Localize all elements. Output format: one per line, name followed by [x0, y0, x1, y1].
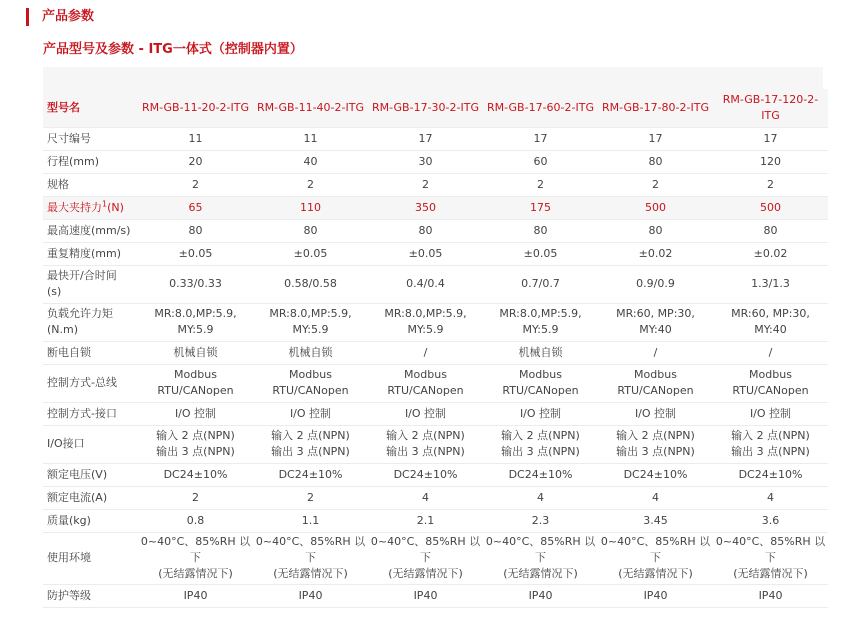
spec-cell: 500: [598, 196, 713, 219]
row-label-text: 行程(mm): [47, 154, 100, 168]
table-row: [43, 584, 828, 607]
spec-cell: I/O 控制: [483, 402, 598, 425]
row-label: [43, 219, 138, 242]
spec-cell: 80: [368, 219, 483, 242]
spec-cell: IP40: [713, 584, 828, 607]
model-name: RM-GB-17-60-2-ITG: [483, 89, 598, 127]
row-label: [43, 303, 138, 341]
spec-cell: 80: [138, 219, 253, 242]
spec-cell: ±0.05: [483, 242, 598, 265]
row-label-text: 最快开/合时间 (s): [47, 269, 117, 298]
row-label: [43, 425, 138, 463]
spec-cell: 17: [368, 127, 483, 150]
spec-cell: 80: [598, 150, 713, 173]
table-row: [43, 242, 828, 265]
spec-cell: 80: [483, 219, 598, 242]
row-label: [43, 196, 138, 219]
spec-cell: MR:60, MP:30, MY:40: [598, 303, 713, 341]
table-row: [43, 196, 828, 219]
table-top-band: [43, 67, 823, 89]
spec-cell: 2: [138, 486, 253, 509]
row-label-text: 最大夹持力: [47, 200, 102, 214]
row-label-text: 控制方式-总线: [47, 376, 117, 389]
row-label: [43, 486, 138, 509]
spec-cell: 80: [713, 219, 828, 242]
spec-cell: 输入 2 点(NPN) 输出 3 点(NPN): [368, 425, 483, 463]
spec-table-container: [43, 67, 826, 608]
spec-cell: MR:8.0,MP:5.9, MY:5.9: [253, 303, 368, 341]
spec-cell: 0~40°C、85%RH 以 下 (无结露情况下): [368, 532, 483, 584]
spec-cell: ±0.05: [368, 242, 483, 265]
spec-cell: 1.1: [253, 509, 368, 532]
row-label-unit: (N): [107, 200, 124, 214]
row-label-text: I/O接口: [47, 437, 85, 450]
spec-cell: 80: [253, 219, 368, 242]
row-label-text: 额定电流(A): [47, 490, 108, 504]
spec-cell: 3.6: [713, 509, 828, 532]
spec-cell: IP40: [368, 584, 483, 607]
spec-cell: MR:8.0,MP:5.9, MY:5.9: [483, 303, 598, 341]
spec-cell: IP40: [598, 584, 713, 607]
spec-cell: 机械自锁: [138, 341, 253, 364]
spec-cell: 输入 2 点(NPN) 输出 3 点(NPN): [253, 425, 368, 463]
spec-cell: 11: [253, 127, 368, 150]
row-label-text: 最高速度(mm/s): [47, 223, 131, 237]
table-row: [43, 402, 828, 425]
spec-cell: 17: [598, 127, 713, 150]
spec-cell: Modbus RTU/CANopen: [368, 364, 483, 402]
spec-cell: DC24±10%: [138, 463, 253, 486]
spec-cell: 0~40°C、85%RH 以 下 (无结露情况下): [253, 532, 368, 584]
spec-table-body: [43, 127, 828, 607]
spec-cell: 0.58/0.58: [253, 265, 368, 303]
spec-cell: 80: [598, 219, 713, 242]
spec-cell: 2: [598, 173, 713, 196]
spec-cell: IP40: [253, 584, 368, 607]
spec-cell: MR:8.0,MP:5.9, MY:5.9: [368, 303, 483, 341]
spec-cell: 4: [713, 486, 828, 509]
spec-cell: 0.8: [138, 509, 253, 532]
row-label: [43, 341, 138, 364]
model-header-row: [43, 89, 828, 127]
spec-cell: 40: [253, 150, 368, 173]
spec-cell: 2.1: [368, 509, 483, 532]
table-row: [43, 463, 828, 486]
spec-cell: /: [598, 341, 713, 364]
row-label: [43, 150, 138, 173]
spec-table: [43, 89, 828, 608]
spec-cell: 4: [368, 486, 483, 509]
row-label-text: 断电自锁: [47, 345, 91, 359]
spec-cell: DC24±10%: [253, 463, 368, 486]
spec-cell: 2.3: [483, 509, 598, 532]
row-label-text: 负载允许力矩 (N.m): [47, 307, 113, 336]
spec-cell: MR:8.0,MP:5.9, MY:5.9: [138, 303, 253, 341]
spec-cell: 110: [253, 196, 368, 219]
spec-cell: 2: [253, 486, 368, 509]
spec-cell: 0~40°C、85%RH 以 下 (无结露情况下): [713, 532, 828, 584]
table-row: [43, 219, 828, 242]
spec-cell: Modbus RTU/CANopen: [138, 364, 253, 402]
spec-cell: IP40: [138, 584, 253, 607]
spec-cell: DC24±10%: [483, 463, 598, 486]
spec-cell: 0~40°C、85%RH 以 下 (无结露情况下): [138, 532, 253, 584]
spec-cell: 65: [138, 196, 253, 219]
spec-cell: Modbus RTU/CANopen: [483, 364, 598, 402]
row-label-text: 控制方式-接口: [47, 406, 117, 420]
row-label: [43, 242, 138, 265]
spec-cell: /: [713, 341, 828, 364]
table-row: [43, 425, 828, 463]
model-name: RM-GB-11-20-2-ITG: [138, 89, 253, 127]
spec-cell: I/O 控制: [713, 402, 828, 425]
header-label: 型号名: [43, 89, 138, 127]
spec-cell: ±0.05: [253, 242, 368, 265]
spec-cell: 120: [713, 150, 828, 173]
row-label: [43, 402, 138, 425]
spec-cell: I/O 控制: [598, 402, 713, 425]
spec-cell: 11: [138, 127, 253, 150]
spec-cell: 输入 2 点(NPN) 输出 3 点(NPN): [138, 425, 253, 463]
table-row: [43, 303, 828, 341]
spec-cell: 1.3/1.3: [713, 265, 828, 303]
spec-cell: 350: [368, 196, 483, 219]
model-name: RM-GB-17-120-2-ITG: [713, 89, 828, 127]
spec-cell: ±0.05: [138, 242, 253, 265]
spec-cell: 机械自锁: [253, 341, 368, 364]
spec-cell: 0.7/0.7: [483, 265, 598, 303]
row-label: [43, 532, 138, 584]
spec-cell: IP40: [483, 584, 598, 607]
spec-cell: 输入 2 点(NPN) 输出 3 点(NPN): [483, 425, 598, 463]
table-row: [43, 509, 828, 532]
spec-cell: 输入 2 点(NPN) 输出 3 点(NPN): [713, 425, 828, 463]
spec-cell: 30: [368, 150, 483, 173]
spec-cell: 60: [483, 150, 598, 173]
table-row: [43, 341, 828, 364]
spec-cell: 0.9/0.9: [598, 265, 713, 303]
row-label-text: 额定电压(V): [47, 467, 108, 481]
row-label-text: 防护等级: [47, 588, 91, 602]
table-row: [43, 150, 828, 173]
spec-cell: DC24±10%: [598, 463, 713, 486]
spec-cell: I/O 控制: [368, 402, 483, 425]
table-row: [43, 364, 828, 402]
spec-cell: ±0.02: [598, 242, 713, 265]
spec-cell: 3.45: [598, 509, 713, 532]
spec-cell: DC24±10%: [713, 463, 828, 486]
table-row: [43, 265, 828, 303]
spec-cell: 2: [483, 173, 598, 196]
spec-cell: 0.33/0.33: [138, 265, 253, 303]
row-label: [43, 265, 138, 303]
spec-cell: Modbus RTU/CANopen: [598, 364, 713, 402]
model-name: RM-GB-11-40-2-ITG: [253, 89, 368, 127]
spec-cell: 4: [598, 486, 713, 509]
row-label: [43, 173, 138, 196]
spec-cell: 2: [253, 173, 368, 196]
row-label: [43, 463, 138, 486]
spec-cell: I/O 控制: [138, 402, 253, 425]
spec-cell: /: [368, 341, 483, 364]
product-table-subtitle: 产品型号及参数 - ITG一体式（控制器内置）: [43, 42, 303, 57]
table-row: [43, 486, 828, 509]
spec-cell: 20: [138, 150, 253, 173]
table-row: [43, 127, 828, 150]
spec-cell: 机械自锁: [483, 341, 598, 364]
spec-cell: 0.4/0.4: [368, 265, 483, 303]
row-label: [43, 509, 138, 532]
spec-cell: 0~40°C、85%RH 以 下 (无结露情况下): [598, 532, 713, 584]
spec-cell: 500: [713, 196, 828, 219]
spec-cell: 2: [138, 173, 253, 196]
model-name: RM-GB-17-80-2-ITG: [598, 89, 713, 127]
row-label-text: 规格: [47, 177, 69, 191]
section-title: 产品参数: [26, 8, 94, 26]
spec-cell: MR:60, MP:30, MY:40: [713, 303, 828, 341]
spec-cell: Modbus RTU/CANopen: [253, 364, 368, 402]
row-label-text: 质量(kg): [47, 513, 91, 527]
spec-cell: 2: [713, 173, 828, 196]
spec-cell: 175: [483, 196, 598, 219]
spec-cell: Modbus RTU/CANopen: [713, 364, 828, 402]
spec-cell: ±0.02: [713, 242, 828, 265]
spec-cell: 2: [368, 173, 483, 196]
spec-cell: 输入 2 点(NPN) 输出 3 点(NPN): [598, 425, 713, 463]
spec-cell: 17: [713, 127, 828, 150]
footnote-marker: 1: [102, 198, 108, 208]
table-row: [43, 173, 828, 196]
row-label: [43, 584, 138, 607]
row-label: [43, 127, 138, 150]
spec-cell: I/O 控制: [253, 402, 368, 425]
model-name: RM-GB-17-30-2-ITG: [368, 89, 483, 127]
spec-cell: 17: [483, 127, 598, 150]
row-label-text: 重复精度(mm): [47, 246, 122, 260]
table-row: [43, 532, 828, 584]
row-label-text: 尺寸编号: [47, 131, 91, 145]
spec-cell: 0~40°C、85%RH 以 下 (无结露情况下): [483, 532, 598, 584]
row-label-text: 使用环境: [47, 551, 91, 564]
spec-cell: DC24±10%: [368, 463, 483, 486]
spec-cell: 4: [483, 486, 598, 509]
row-label: [43, 364, 138, 402]
